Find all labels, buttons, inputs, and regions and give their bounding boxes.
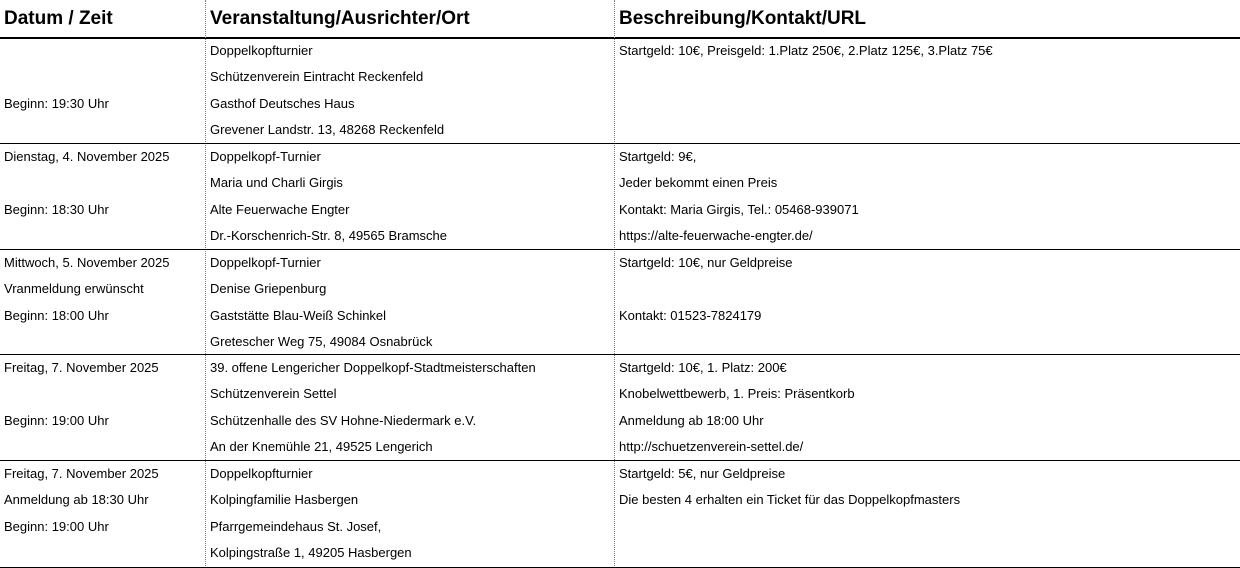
description-line: Startgeld: 10€, nur Geldpreise: [619, 255, 793, 270]
date-line: [0, 329, 4, 355]
event-line: Maria und Charli Girgis: [210, 175, 343, 190]
date-line: [0, 38, 4, 64]
event-line: Kolpingstraße 1, 49205 Hasbergen: [210, 545, 412, 560]
date-line: Mittwoch, 5. November 2025: [4, 255, 170, 270]
date-line: [0, 381, 4, 407]
date-line: Freitag, 7. November 2025: [4, 466, 159, 481]
date-line: Anmeldung ab 18:30 Uhr: [4, 492, 149, 507]
event-line: Pfarrgemeindehaus St. Josef,: [210, 519, 382, 534]
description-line: Startgeld: 9€,: [619, 149, 697, 164]
date-line: [0, 64, 4, 90]
header-event-organizer-location: Veranstaltung/Ausrichter/Ort: [210, 8, 470, 29]
date-line: [0, 170, 4, 196]
event-line: Doppelkopfturnier: [210, 466, 313, 481]
date-line: [0, 434, 4, 460]
website-link[interactable]: http://schuetzenverein-settel.de/: [619, 439, 804, 454]
date-line: Beginn: 19:00 Uhr: [4, 519, 109, 534]
date-line: Vranmeldung erwünscht: [4, 281, 144, 296]
event-line: Schützenverein Eintracht Reckenfeld: [210, 69, 424, 84]
description-line: [615, 514, 619, 540]
date-line: Dienstag, 4. November 2025: [4, 149, 170, 164]
event-line: Grevener Landstr. 13, 48268 Reckenfeld: [210, 122, 445, 137]
date-line: [0, 223, 4, 249]
description-line: [615, 91, 619, 117]
event-line: 39. offene Lengericher Doppelkopf-Stadtmeisterschaften: [210, 360, 536, 375]
date-line: Beginn: 19:30 Uhr: [4, 96, 109, 111]
description-line: [615, 117, 619, 143]
date-line: [0, 117, 4, 143]
event-line: Gretescher Weg 75, 49084 Osnabrück: [210, 334, 433, 349]
date-line: Beginn: 19:00 Uhr: [4, 413, 109, 428]
date-line: Beginn: 18:00 Uhr: [4, 308, 109, 323]
table-row: [0, 355, 1240, 461]
description-line: Startgeld: 5€, nur Geldpreise: [619, 466, 786, 481]
table-row: [0, 144, 1240, 250]
event-line: Gaststätte Blau-Weiß Schinkel: [210, 308, 387, 323]
event-line: Doppelkopfturnier: [210, 43, 313, 58]
event-line: Schützenhalle des SV Hohne-Niedermark e.V.: [210, 413, 477, 428]
description-line: Kontakt: Maria Girgis, Tel.: 05468-939071: [619, 202, 859, 217]
description-line: [615, 64, 619, 90]
description-line: [615, 329, 619, 355]
description-line: Anmeldung ab 18:00 Uhr: [619, 413, 764, 428]
table-row: [0, 38, 1240, 144]
event-line: Kolpingfamilie Hasbergen: [210, 492, 359, 507]
header-date-time: Datum / Zeit: [4, 8, 113, 29]
table-row: [0, 250, 1240, 355]
date-line: Freitag, 7. November 2025: [4, 360, 159, 375]
event-line: Alte Feuerwache Engter: [210, 202, 350, 217]
description-line: Startgeld: 10€, 1. Platz: 200€: [619, 360, 787, 375]
event-line: Doppelkopf-Turnier: [210, 149, 321, 164]
event-line: Denise Griepenburg: [210, 281, 327, 296]
table-header: [0, 0, 1240, 39]
date-line: Beginn: 18:30 Uhr: [4, 202, 109, 217]
event-line: Doppelkopf-Turnier: [210, 255, 321, 270]
description-line: Jeder bekommt einen Preis: [619, 175, 778, 190]
website-link[interactable]: https://alte-feuerwache-engter.de/: [619, 228, 813, 243]
date-line: [0, 540, 4, 566]
event-line: Gasthof Deutsches Haus: [210, 96, 355, 111]
header-description-contact-url: Beschreibung/Kontakt/URL: [619, 8, 867, 29]
event-line: Dr.-Korschenrich-Str. 8, 49565 Bramsche: [210, 228, 447, 243]
event-line: An der Knemühle 21, 49525 Lengerich: [210, 439, 433, 454]
description-line: Knobelwettbewerb, 1. Preis: Präsentkorb: [619, 386, 855, 401]
description-line: [615, 276, 619, 302]
description-line: Startgeld: 10€, Preisgeld: 1.Platz 250€, 2.Platz 125€, 3.Platz 75€: [619, 43, 993, 58]
description-line: [615, 540, 619, 566]
table-row: [0, 461, 1240, 568]
description-line: Kontakt: 01523-7824179: [619, 308, 762, 323]
event-line: Schützenverein Settel: [210, 386, 337, 401]
description-line: Die besten 4 erhalten ein Ticket für das Doppelkopfmasters: [619, 492, 961, 507]
